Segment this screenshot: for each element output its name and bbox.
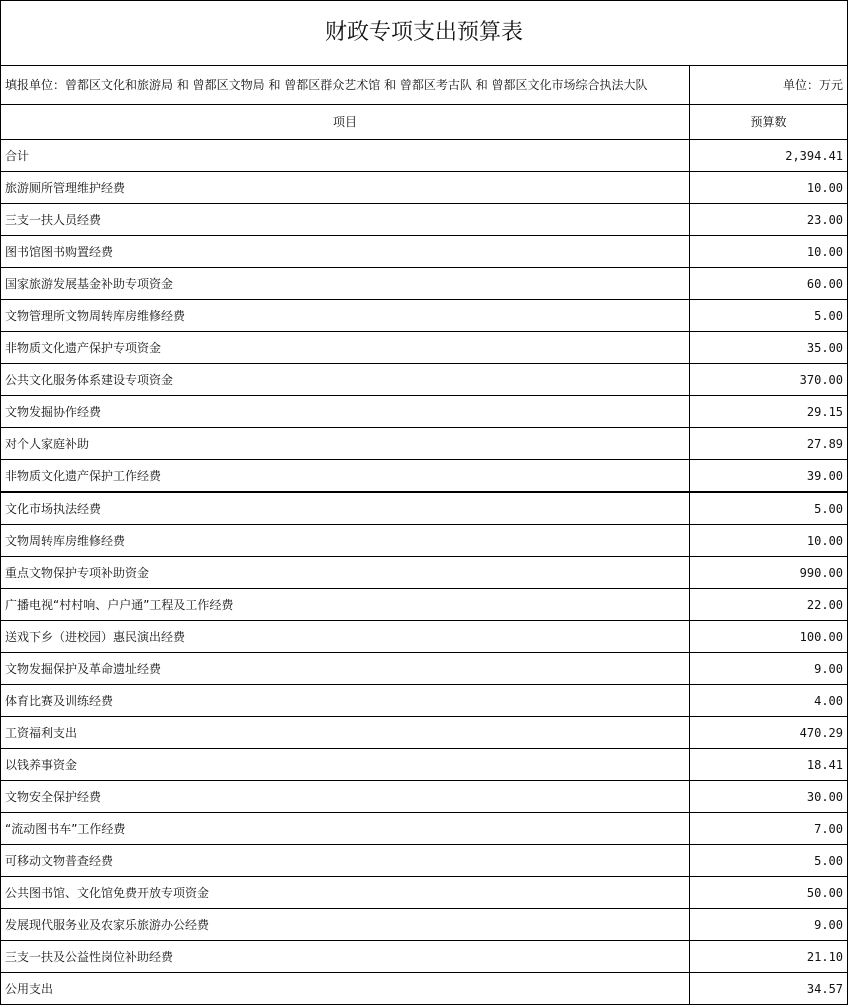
row-item-name: 广播电视“村村响、户户通”工程及工作经费 [1,589,690,621]
row-item-name: 公用支出 [1,973,690,1005]
row-amount: 5.00 [690,492,848,525]
row-item-name: 合计 [1,140,690,172]
table-row [1,332,848,364]
row-amount: 470.29 [690,717,848,749]
table-row [1,845,848,877]
table-row [1,268,848,300]
unit-label: 单位：万元 [690,66,848,105]
row-item-name: 三支一扶人员经费 [1,204,690,236]
row-item-name: 图书馆图书购置经费 [1,236,690,268]
row-item-name: 对个人家庭补助 [1,428,690,460]
row-item-name: 非物质文化遗产保护专项资金 [1,332,690,364]
table-row [1,813,848,845]
row-amount: 34.57 [690,973,848,1005]
table-row [1,396,848,428]
fill-unit-text: 填报单位：曾都区文化和旅游局 和 曾都区文物局 和 曾都区群众艺术馆 和 曾都区考古队 和 曾都区文化市场综合执法大队 [1,66,690,105]
row-item-name: 文物发掘协作经费 [1,396,690,428]
row-amount: 18.41 [690,749,848,781]
row-amount: 100.00 [690,621,848,653]
table-row [1,621,848,653]
row-amount: 30.00 [690,781,848,813]
table-row [1,236,848,268]
header-row [1,105,848,140]
row-item-name: 以钱养事资金 [1,749,690,781]
table-row [1,781,848,813]
header-item: 项目 [1,105,690,140]
table-row [1,909,848,941]
row-amount: 60.00 [690,268,848,300]
row-item-name: 发展现代服务业及农家乐旅游办公经费 [1,909,690,941]
table-row [1,428,848,460]
row-item-name: 公共文化服务体系建设专项资金 [1,364,690,396]
table-row [1,717,848,749]
row-amount: 22.00 [690,589,848,621]
unit-row [1,66,848,105]
row-amount: 23.00 [690,204,848,236]
row-item-name: 公共图书馆、文化馆免费开放专项资金 [1,877,690,909]
row-item-name: 重点文物保护专项补助资金 [1,557,690,589]
row-item-name: 送戏下乡（进校园）惠民演出经费 [1,621,690,653]
table-row [1,364,848,396]
row-amount: 29.15 [690,396,848,428]
header-amount: 预算数 [690,105,848,140]
row-item-name: 可移动文物普查经费 [1,845,690,877]
row-item-name: 国家旅游发展基金补助专项资金 [1,268,690,300]
row-amount: 9.00 [690,653,848,685]
row-amount: 990.00 [690,557,848,589]
row-item-name: 文物管理所文物周转库房维修经费 [1,300,690,332]
row-amount: 21.10 [690,941,848,973]
row-amount: 4.00 [690,685,848,717]
row-amount: 5.00 [690,300,848,332]
row-item-name: 非物质文化遗产保护工作经费 [1,460,690,493]
row-amount: 39.00 [690,460,848,493]
table-row [1,300,848,332]
row-amount: 2,394.41 [690,140,848,172]
row-item-name: 文物发掘保护及革命遗址经费 [1,653,690,685]
table-row [1,525,848,557]
row-amount: 10.00 [690,172,848,204]
row-item-name: 体育比赛及训练经费 [1,685,690,717]
table-title: 财政专项支出预算表 [1,1,848,66]
row-amount: 5.00 [690,845,848,877]
row-item-name: 文物安全保护经费 [1,781,690,813]
table-row [1,653,848,685]
row-amount: 9.00 [690,909,848,941]
table-row [1,877,848,909]
table-row [1,140,848,172]
row-item-name: “流动图书车”工作经费 [1,813,690,845]
table-row [1,204,848,236]
table-row [1,172,848,204]
table-row [1,685,848,717]
row-amount: 10.00 [690,236,848,268]
row-item-name: 文化市场执法经费 [1,492,690,525]
row-amount: 27.89 [690,428,848,460]
table-row [1,589,848,621]
title-row [1,1,848,66]
row-amount: 35.00 [690,332,848,364]
table-row [1,941,848,973]
table-row [1,749,848,781]
row-amount: 50.00 [690,877,848,909]
table-row [1,460,848,493]
row-item-name: 工资福利支出 [1,717,690,749]
row-amount: 7.00 [690,813,848,845]
row-amount: 370.00 [690,364,848,396]
row-item-name: 旅游厕所管理维护经费 [1,172,690,204]
row-item-name: 三支一扶及公益性岗位补助经费 [1,941,690,973]
table-row [1,973,848,1005]
row-amount: 10.00 [690,525,848,557]
table-row [1,492,848,525]
row-item-name: 文物周转库房维修经费 [1,525,690,557]
table-row [1,557,848,589]
